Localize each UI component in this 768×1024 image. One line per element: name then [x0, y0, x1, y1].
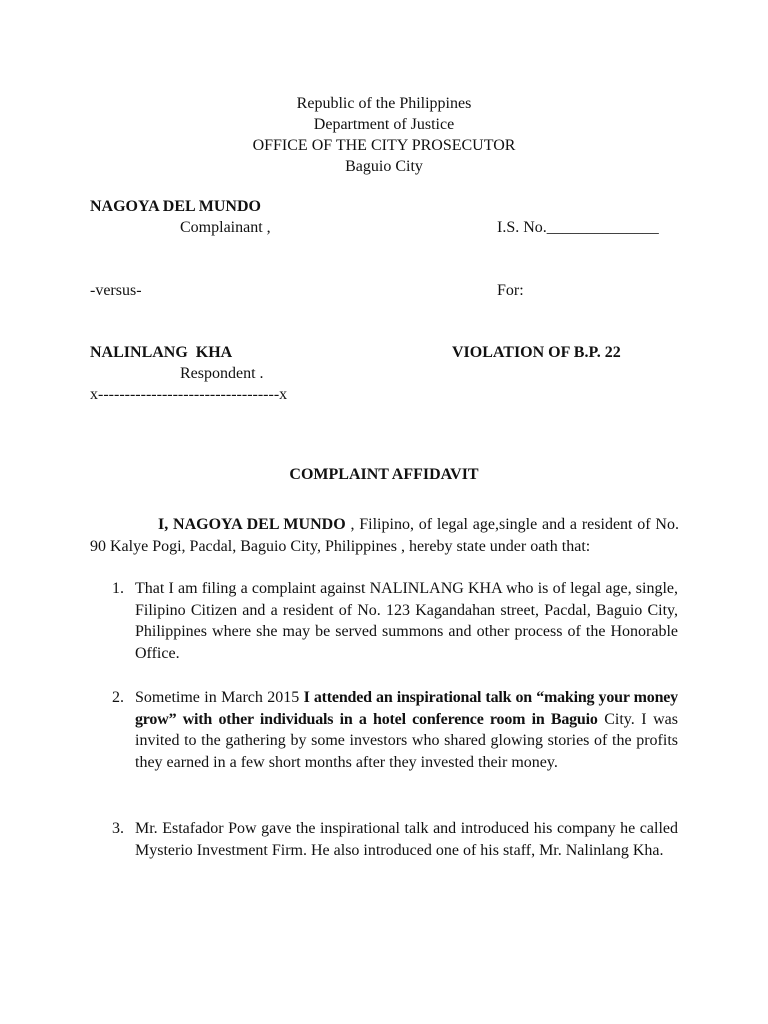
intro-paragraph	[90, 514, 679, 557]
paragraph-3	[135, 818, 678, 861]
intro-text: , Filipino, of legal age,single and a resident of No. 90 Kalye Pogi, Pacdal, Baguio City, Philippines , hereby state under oath that:	[90, 516, 679, 555]
respondent-role: Respondent .	[180, 365, 264, 382]
is-number-label: I.S. No.______________	[497, 219, 659, 236]
document-title: COMPLAINT AFFIDAVIT	[289, 466, 479, 483]
paragraph-number: 1.	[112, 580, 124, 597]
paragraph-1	[135, 578, 678, 664]
paragraph-1-text: That I am filing a complaint against NALINLANG KHA who is of legal age, single, Filipino Citizen and a resident of No. 123 Kagandahan street, Pacdal, Baguio City, Philippines where she may be served summons and other process of the Honorable Office.	[135, 580, 678, 662]
header-office: OFFICE OF THE CITY PROSECUTOR	[252, 137, 516, 154]
paragraph-number: 2.	[112, 689, 124, 706]
versus-label: -versus-	[90, 282, 142, 299]
offense-label: VIOLATION OF B.P. 22	[452, 344, 621, 361]
affiant-name: I, NAGOYA DEL MUNDO	[158, 516, 346, 533]
complainant-role: Complainant ,	[180, 219, 271, 236]
respondent-name: NALINLANG KHA	[90, 344, 233, 361]
paragraph-3-text: Mr. Estafador Pow gave the inspirational talk and introduced his company he called Mysterio Investment Firm. He also introduced one of his staff, Mr. Nalinlang Kha.	[135, 820, 678, 859]
paragraph-number: 3.	[112, 820, 124, 837]
for-label: For:	[497, 282, 524, 299]
caption-separator: x----------------------------------x	[90, 386, 288, 403]
paragraph-2	[135, 687, 678, 773]
paragraph-2-text-start: Sometime in March 2015	[135, 689, 304, 706]
paragraph-2-text-end: City. I was invited to the gathering by some investors who shared glowing stories of the profits they earned in a few short months after they invested their money.	[135, 710, 679, 771]
header-department: Department of Justice	[313, 116, 455, 133]
header-city: Baguio City	[345, 158, 423, 175]
header-republic: Republic of the Philippines	[296, 95, 472, 112]
complainant-name: NAGOYA DEL MUNDO	[90, 198, 261, 215]
paragraph-2-bold-text: I attended an inspirational talk on “making your money grow” with other individuals in a hotel conference room in Baguio	[135, 689, 678, 728]
